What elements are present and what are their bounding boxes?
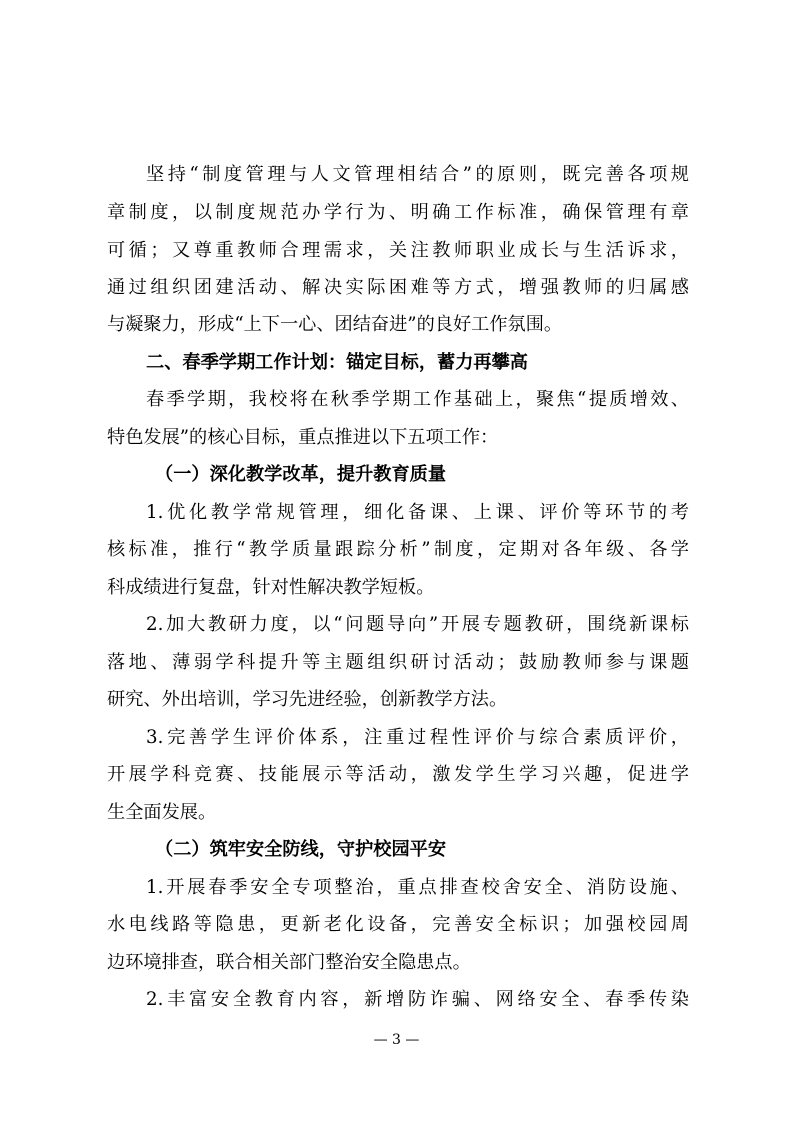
paragraph-line: 特色发展”的核心目标，重点推进以下五项工作： (107, 427, 499, 448)
paragraph-line: 与凝聚力，形成“上下一心、团结奋进”的良好工作氛围。 (107, 314, 563, 335)
paragraph-line: 2.加大教研力度，以“问题导向”开展专题教研，围绕新课标 (146, 614, 689, 635)
paragraph-line: 核标准，推行“教学质量跟踪分析”制度，定期对各年级、各学 (107, 539, 689, 560)
paragraph-line: 科成绩进行复盘，针对性解决教学短板。 (107, 577, 435, 598)
paragraph-line: 通过组织团建活动、解决实际困难等方式，增强教师的归属感 (107, 277, 689, 298)
paragraph-line: 1.优化教学常规管理，细化备课、上课、评价等环节的考 (146, 502, 689, 523)
paragraph-line: 开展学科竞赛、技能展示等活动，激发学生学习兴趣，促进学 (107, 764, 689, 785)
paragraph-line: 3.完善学生评价体系，注重过程性评价与综合素质评价， (146, 727, 689, 748)
section-heading: 二、春季学期工作计划：锚定目标，蓄力再攀高 (146, 352, 528, 373)
paragraph-line: 2.丰富安全教育内容，新增防诈骗、网络安全、春季传染 (146, 989, 689, 1010)
paragraph-line: 落地、薄弱学科提升等主题组织研讨活动；鼓励教师参与课题 (107, 652, 689, 673)
subsection-heading: （一）深化教学改革，提升教育质量 (155, 464, 447, 485)
paragraph-line: 坚持“制度管理与人文管理相结合”的原则，既完善各项规 (146, 164, 689, 185)
page-number: — 3 — (373, 1032, 420, 1048)
paragraph-line: 水电线路等隐患，更新老化设备，完善安全标识；加强校园周 (107, 914, 689, 935)
paragraph-line: 章制度，以制度规范办学行为、明确工作标准，确保管理有章 (107, 202, 689, 223)
paragraph-line: 边环境排查，联合相关部门整治安全隐患点。 (107, 952, 471, 973)
subsection-heading: （二）筑牢安全防线，守护校园平安 (155, 839, 447, 860)
paragraph-line: 春季学期，我校将在秋季学期工作基础上，聚焦“提质增效、 (146, 389, 689, 410)
paragraph-line: 可循；又尊重教师合理需求，关注教师职业成长与生活诉求， (107, 240, 689, 261)
paragraph-line: 生全面发展。 (107, 802, 217, 823)
paragraph-line: 1.开展春季安全专项整治，重点排查校舍安全、消防设施、 (146, 877, 689, 898)
paragraph-line: 研究、外出培训，学习先进经验，创新教学方法。 (107, 689, 508, 710)
